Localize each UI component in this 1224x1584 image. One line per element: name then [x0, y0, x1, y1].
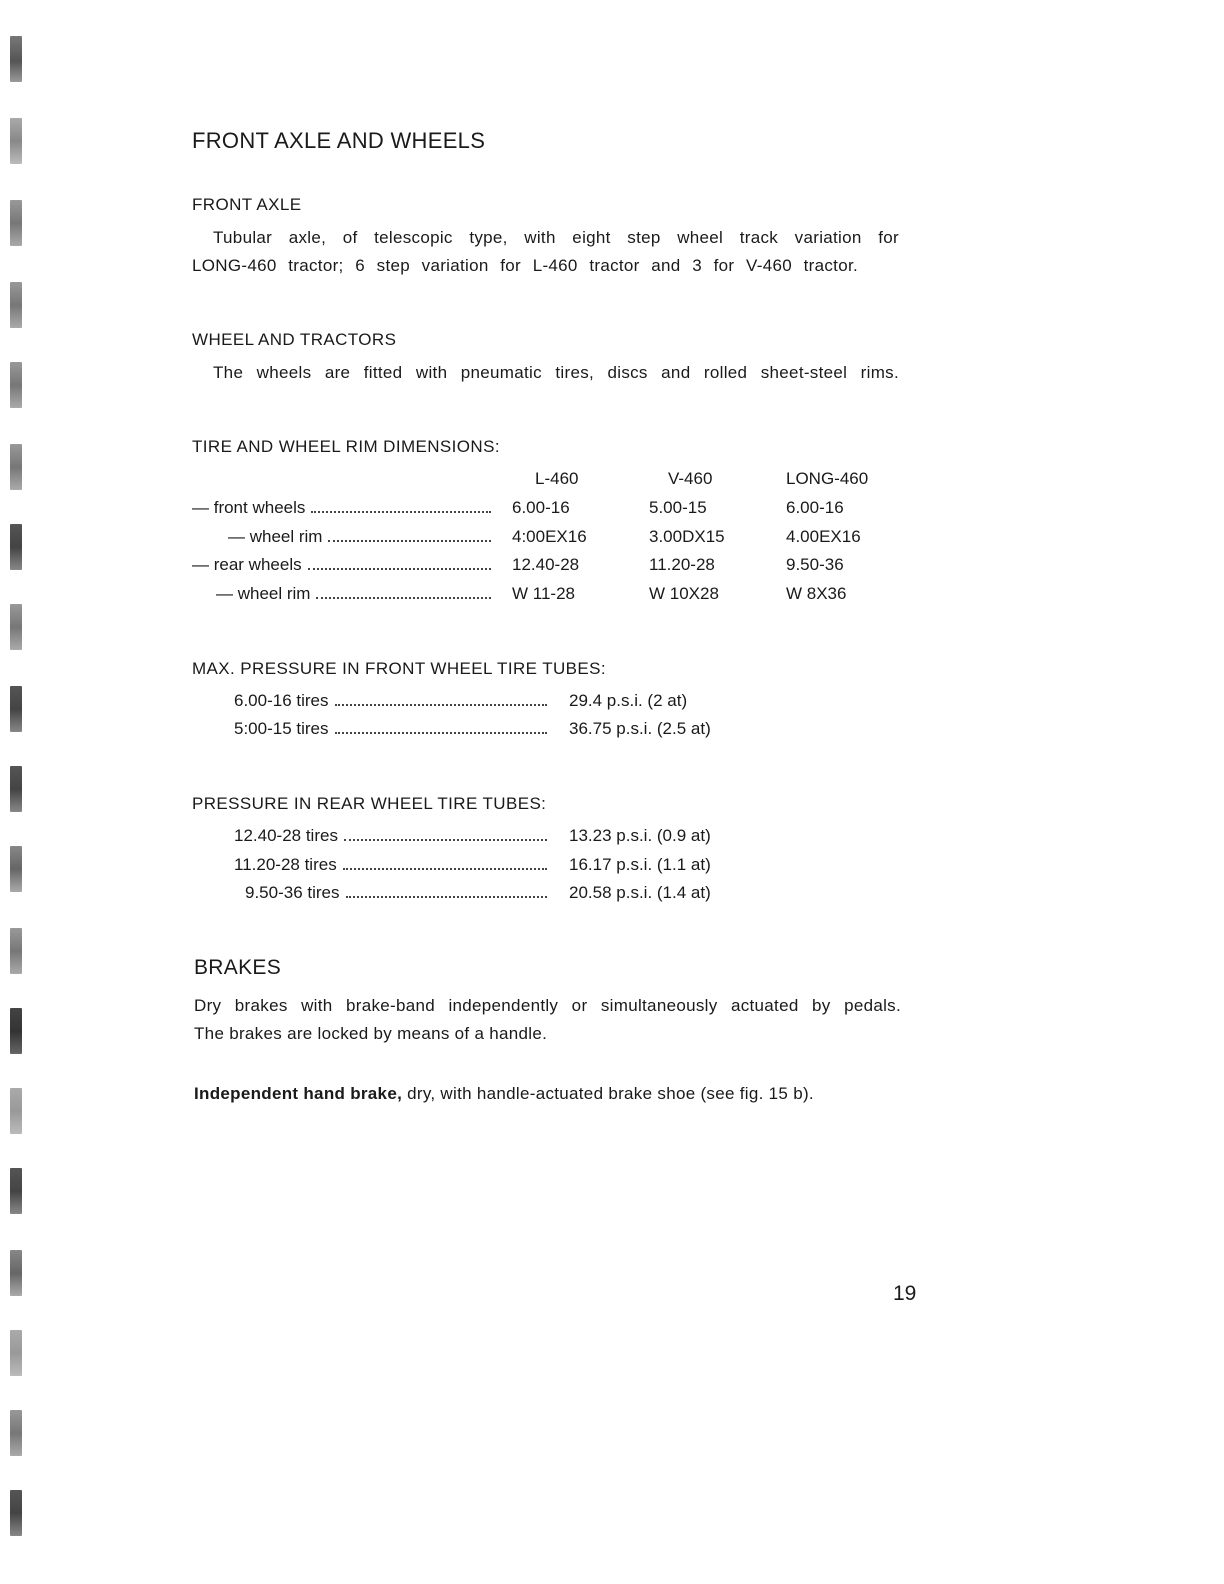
front-axle-line-2: LONG-460 tractor; 6 step variation for L-460 tractor and 3 for V-460 tractor. — [192, 256, 858, 275]
dimension-label: — rear wheels — [192, 555, 302, 574]
column-header-l460: L-460 — [535, 469, 579, 488]
pressure-label: 11.20-28 tires — [234, 855, 337, 874]
leader-dots — [344, 839, 547, 841]
binding-mark — [10, 1008, 22, 1054]
dimension-value: 6.00-16 — [786, 498, 844, 517]
binding-mark — [10, 1168, 22, 1214]
leader-dots — [335, 704, 548, 706]
binding-mark — [10, 1088, 22, 1134]
pressure-value: 20.58 p.s.i. (1.4 at) — [569, 883, 711, 902]
hand-brake-text: dry, with handle-actuated brake shoe (see fig. 15 b). — [402, 1084, 814, 1103]
dimension-value: 4:00EX16 — [512, 527, 587, 546]
pressure-value: 16.17 p.s.i. (1.1 at) — [569, 855, 711, 874]
binding-mark — [10, 604, 22, 650]
front-axle-line-1: Tubular axle, of telescopic type, with eight step wheel track variation for — [213, 228, 899, 247]
dimension-value: 5.00-15 — [649, 498, 707, 517]
front-pressure-heading: MAX. PRESSURE IN FRONT WHEEL TIRE TUBES: — [192, 659, 606, 678]
dimension-value: 9.50-36 — [786, 555, 844, 574]
dimension-value: 3.00DX15 — [649, 527, 725, 546]
leader-dots — [308, 568, 491, 570]
pressure-row-label — [234, 719, 547, 739]
page-title: FRONT AXLE AND WHEELS — [192, 128, 486, 153]
dimension-row-label — [192, 498, 491, 518]
pressure-row-label — [234, 826, 547, 846]
binding-mark — [10, 362, 22, 408]
binding-mark — [10, 846, 22, 892]
pressure-label: 6.00-16 tires — [234, 691, 329, 710]
binding-mark — [10, 766, 22, 812]
binding-mark — [10, 444, 22, 490]
pressure-label: 12.40-28 tires — [234, 826, 338, 845]
leader-dots — [311, 511, 491, 513]
dimension-value: W 11-28 — [512, 584, 575, 603]
dimension-row-label — [228, 527, 491, 547]
brakes-line-2: The brakes are locked by means of a handle. — [194, 1024, 548, 1043]
binding-mark — [10, 928, 22, 974]
binding-mark — [10, 524, 22, 570]
brakes-heading: BRAKES — [194, 956, 281, 979]
leader-dots — [328, 540, 491, 542]
pressure-label: 9.50-36 tires — [245, 883, 340, 902]
leader-dots — [316, 597, 491, 599]
dimension-row-label — [192, 555, 491, 575]
column-header-v460: V-460 — [668, 469, 713, 488]
pressure-label: 5:00-15 tires — [234, 719, 329, 738]
dimension-value: 12.40-28 — [512, 555, 580, 574]
pressure-value: 13.23 p.s.i. (0.9 at) — [569, 826, 711, 845]
pressure-row-label — [234, 691, 547, 711]
hand-brake-bold: Independent hand brake, — [194, 1084, 403, 1103]
leader-dots — [335, 732, 548, 734]
pressure-row-label — [245, 883, 547, 903]
dimension-row-label — [216, 584, 491, 604]
dimensions-heading: TIRE AND WHEEL RIM DIMENSIONS: — [192, 437, 500, 456]
pressure-value: 29.4 p.s.i. (2 at) — [569, 691, 688, 710]
binding-mark — [10, 1490, 22, 1536]
dimension-value: 6.00-16 — [512, 498, 570, 517]
binding-mark — [10, 118, 22, 164]
binding-mark — [10, 1330, 22, 1376]
rear-pressure-heading: PRESSURE IN REAR WHEEL TIRE TUBES: — [192, 794, 547, 813]
dimension-label: — front wheels — [192, 498, 306, 517]
binding-mark — [10, 36, 22, 82]
pressure-row-label — [234, 855, 547, 875]
dimension-label: — wheel rim — [216, 584, 311, 603]
dimension-value: W 8X36 — [786, 584, 847, 603]
binding-mark — [10, 1250, 22, 1296]
binding-mark — [10, 200, 22, 246]
column-header-long460: LONG-460 — [786, 469, 869, 488]
pressure-value: 36.75 p.s.i. (2.5 at) — [569, 719, 711, 738]
wheels-heading: WHEEL AND TRACTORS — [192, 330, 397, 349]
dimension-value: 4.00EX16 — [786, 527, 861, 546]
front-axle-heading: FRONT AXLE — [192, 195, 302, 214]
dimension-value: 11.20-28 — [649, 555, 715, 574]
binding-mark — [10, 686, 22, 732]
brakes-line-1: Dry brakes with brake-band independently or simultaneously actuated by pedals. — [194, 996, 901, 1015]
binding-mark — [10, 282, 22, 328]
leader-dots — [343, 868, 547, 870]
binding-strip — [10, 36, 26, 1556]
wheels-text: The wheels are fitted with pneumatic tires, discs and rolled sheet-steel rims. — [213, 363, 899, 382]
dimension-label: — wheel rim — [228, 527, 323, 546]
dimension-value: W 10X28 — [649, 584, 719, 603]
binding-mark — [10, 1410, 22, 1456]
hand-brake-paragraph — [194, 1080, 814, 1108]
page-number: 19 — [893, 1282, 917, 1305]
leader-dots — [346, 896, 548, 898]
